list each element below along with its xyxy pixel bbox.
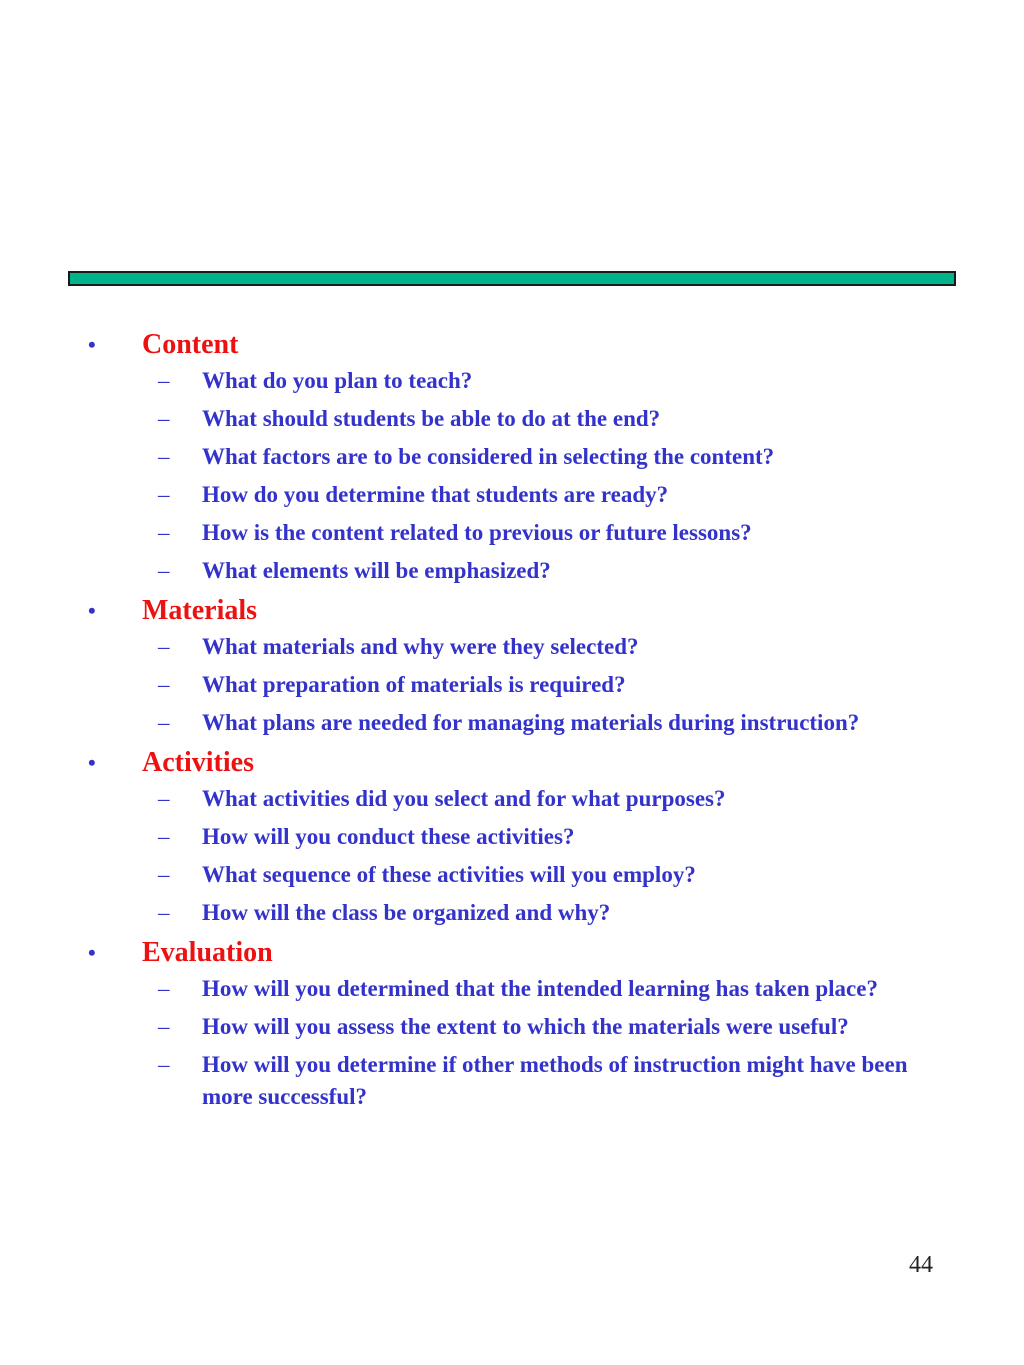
dash-icon: – xyxy=(158,862,170,887)
list-item xyxy=(0,441,1024,473)
list-item-text: How do you determine that students are ready? xyxy=(202,482,669,507)
section-heading xyxy=(0,327,1024,365)
dash-icon: – xyxy=(158,1052,170,1077)
section-heading xyxy=(0,593,1024,631)
title-rule xyxy=(68,271,956,286)
section-heading xyxy=(0,745,1024,783)
list-item xyxy=(0,783,1024,815)
dash-icon: – xyxy=(158,824,170,849)
list-item-text: What do you plan to teach? xyxy=(202,368,473,393)
list-item-text: What sequence of these activities will you employ? xyxy=(202,862,696,887)
list-item xyxy=(0,1011,1024,1043)
section-title: Evaluation xyxy=(142,937,273,968)
list-item xyxy=(0,707,1024,739)
list-item-text: How will you conduct these activities? xyxy=(202,824,575,849)
section-evaluation xyxy=(0,935,1024,1113)
list-item-text: How will you determined that the intended learning has taken place? xyxy=(202,976,878,1001)
section-heading xyxy=(0,935,1024,973)
dash-icon: – xyxy=(158,976,170,1001)
section-content xyxy=(0,327,1024,587)
list-item-text: What materials and why were they selected? xyxy=(202,634,639,659)
sub-list xyxy=(0,365,1024,587)
list-item xyxy=(0,555,1024,587)
dash-icon: – xyxy=(158,520,170,545)
list-item-text: What plans are needed for managing materials during instruction? xyxy=(202,710,860,735)
list-item-text: What factors are to be considered in selecting the content? xyxy=(202,444,775,469)
list-item xyxy=(0,1049,1024,1113)
dash-icon: – xyxy=(158,558,170,583)
section-title: Materials xyxy=(142,595,258,626)
dash-icon: – xyxy=(158,710,170,735)
list-item xyxy=(0,365,1024,397)
section-title: Activities xyxy=(142,747,254,778)
list-item xyxy=(0,669,1024,701)
section-activities xyxy=(0,745,1024,929)
list-item-text: How is the content related to previous or future lessons? xyxy=(202,520,752,545)
dash-icon: – xyxy=(158,900,170,925)
bullet-icon: • xyxy=(88,940,96,965)
sub-list xyxy=(0,973,1024,1113)
list-item xyxy=(0,403,1024,435)
dash-icon: – xyxy=(158,634,170,659)
dash-icon: – xyxy=(158,406,170,431)
list-item xyxy=(0,821,1024,853)
list-item xyxy=(0,897,1024,929)
bullet-icon: • xyxy=(88,598,96,623)
list-item xyxy=(0,973,1024,1005)
list-item-text: What should students be able to do at the end? xyxy=(202,406,661,431)
bullet-list xyxy=(0,327,1024,1119)
list-item xyxy=(0,517,1024,549)
list-item-text: What elements will be emphasized? xyxy=(202,558,551,583)
dash-icon: – xyxy=(158,672,170,697)
dash-icon: – xyxy=(158,368,170,393)
list-item-text: What activities did you select and for what purposes? xyxy=(202,786,726,811)
list-item xyxy=(0,859,1024,891)
dash-icon: – xyxy=(158,482,170,507)
bullet-icon: • xyxy=(88,750,96,775)
list-item-text: How will you assess the extent to which the materials were useful? xyxy=(202,1014,849,1039)
list-item xyxy=(0,631,1024,663)
sub-list xyxy=(0,631,1024,739)
list-item-text: How will you determine if other methods of instruction might have been more successful? xyxy=(202,1052,908,1109)
section-title: Content xyxy=(142,329,239,360)
page-number: 44 xyxy=(909,1252,933,1278)
section-materials xyxy=(0,593,1024,739)
sub-list xyxy=(0,783,1024,929)
list-item-text: What preparation of materials is required? xyxy=(202,672,626,697)
bullet-icon: • xyxy=(88,332,96,357)
list-item-text: How will the class be organized and why? xyxy=(202,900,611,925)
dash-icon: – xyxy=(158,786,170,811)
dash-icon: – xyxy=(158,1014,170,1039)
list-item xyxy=(0,479,1024,511)
dash-icon: – xyxy=(158,444,170,469)
